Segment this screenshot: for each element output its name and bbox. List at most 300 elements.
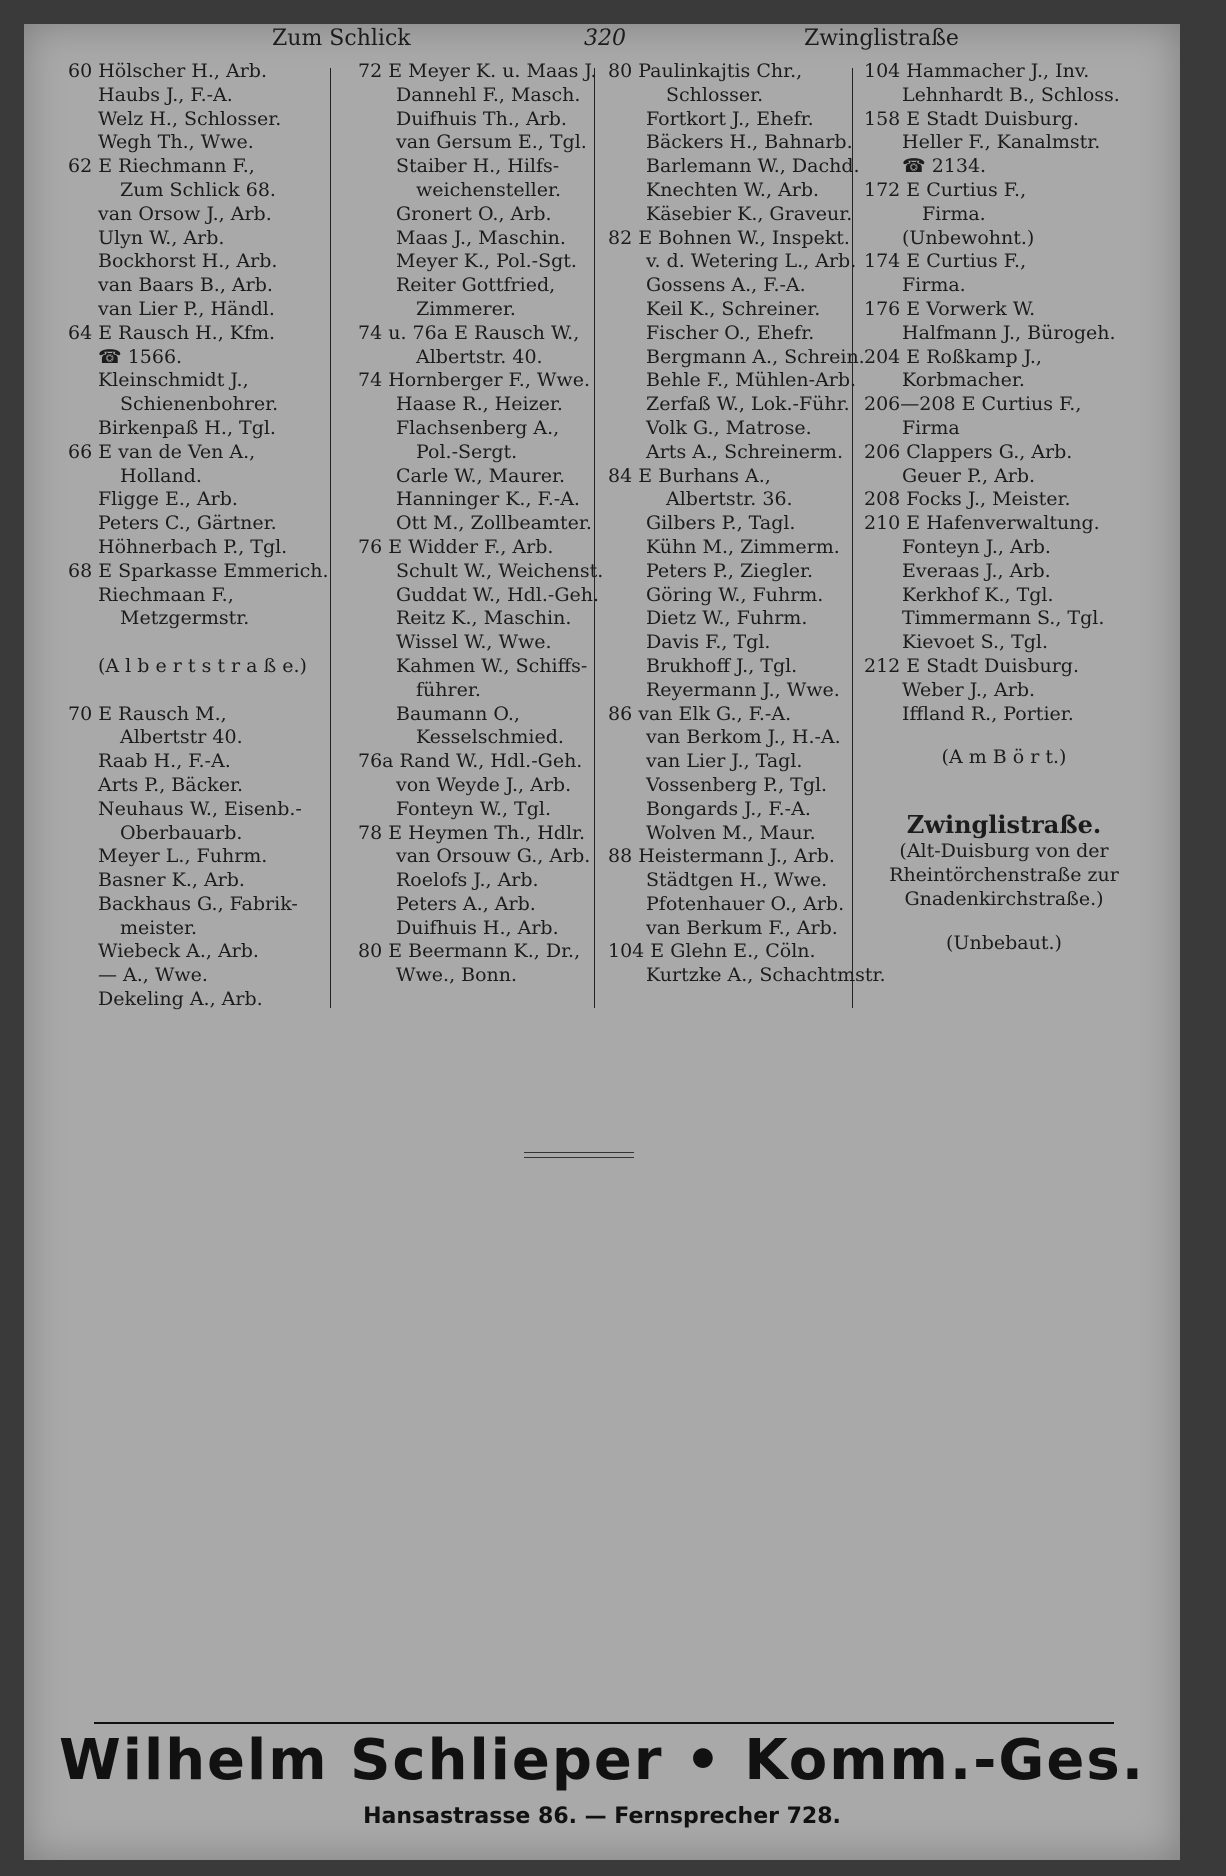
- directory-entry: [68, 988, 352, 1012]
- directory-entry: [68, 84, 352, 108]
- directory-entry: [608, 631, 878, 655]
- directory-entry: [358, 60, 620, 84]
- entry-text: Ulyn W., Arb.: [98, 226, 225, 249]
- entry-text: Carle W., Maurer.: [396, 464, 566, 487]
- entry-text: Reitz K., Maschin.: [396, 607, 572, 630]
- entry-text: Ott M., Zollbeamter.: [396, 512, 592, 535]
- directory-entry: [608, 774, 878, 798]
- directory-entry: [358, 560, 620, 584]
- directory-entry: [608, 393, 878, 417]
- directory-entry: [68, 298, 352, 322]
- directory-entry: [68, 369, 352, 393]
- directory-entry: [864, 131, 1144, 155]
- directory-entry: [358, 750, 620, 774]
- entry-text: 210 E Hafenverwaltung.: [864, 512, 1100, 535]
- entry-text: meister.: [120, 916, 198, 939]
- entry-text: (Unbewohnt.): [902, 226, 1035, 249]
- street-status: (Unbebaut.): [946, 931, 1062, 954]
- entry-text: Davis F., Tgl.: [646, 631, 771, 654]
- directory-entry: [608, 84, 878, 108]
- column-1: [68, 60, 352, 1012]
- directory-entry: [864, 631, 1144, 655]
- entry-text: van Lier P., Händl.: [98, 297, 275, 320]
- entry-text: Kerkhof K., Tgl.: [902, 583, 1054, 606]
- entry-text: Haase R., Heizer.: [396, 393, 563, 416]
- entry-text: Zerfaß W., Lok.-Führ.: [646, 393, 850, 416]
- entry-text: Weber J., Arb.: [902, 678, 1036, 701]
- directory-entry: [608, 584, 878, 608]
- entry-text: Wwe., Bonn.: [396, 964, 518, 987]
- directory-entry: [358, 703, 620, 727]
- entry-text: 82 E Bohnen W., Inspekt.: [608, 226, 850, 249]
- entry-text: Metzgermstr.: [120, 607, 250, 630]
- entry-text: 174 E Curtius F.,: [864, 250, 1027, 273]
- entry-text: Peters A., Arb.: [396, 892, 536, 915]
- entry-text: 84 E Burhans A.,: [608, 464, 771, 487]
- directory-entry: [864, 512, 1144, 536]
- directory-entry: [358, 108, 620, 132]
- house-number: 66: [68, 440, 93, 463]
- directory-entry: [608, 726, 878, 750]
- entry-text: van Orsouw G., Arb.: [396, 845, 591, 868]
- entry-text: 78 E Heymen Th., Hdlr.: [358, 821, 586, 844]
- entry-text: 158 E Stadt Duisburg.: [864, 107, 1080, 130]
- directory-entry: [68, 108, 352, 132]
- directory-entry: [608, 607, 878, 631]
- page-header: [24, 24, 1180, 58]
- footer-rule: [94, 1722, 1114, 1724]
- directory-entry: [68, 798, 352, 822]
- entry-text: 204 E Roßkamp J.,: [864, 345, 1042, 368]
- entry-text: Fligge E., Arb.: [98, 488, 238, 511]
- entry-text: Zimmerer.: [416, 297, 516, 320]
- directory-entry: [68, 346, 352, 370]
- entry-text: 76a Rand W., Hdl.-Geh.: [358, 750, 583, 773]
- directory-entry: [608, 108, 878, 132]
- directory-entry: [68, 893, 352, 917]
- entry-text: Hanninger K., F.-A.: [396, 488, 580, 511]
- directory-entry: [864, 203, 1144, 227]
- entry-text: Wissel W., Wwe.: [396, 631, 552, 654]
- entry-text: E Rausch H., Kfm.: [98, 321, 276, 344]
- entry-text: 172 E Curtius F.,: [864, 178, 1027, 201]
- entry-text: Schult W., Weichenst.: [396, 559, 604, 582]
- entry-text: Kievoet S., Tgl.: [902, 631, 1049, 654]
- directory-entry: [864, 155, 1144, 179]
- entry-text: Roelofs J., Arb.: [396, 869, 539, 892]
- entry-text: Guddat W., Hdl.-Geh.: [396, 583, 600, 606]
- entry-text: von Weyde J., Arb.: [396, 773, 572, 796]
- directory-entry: [608, 655, 878, 679]
- entry-text: van Baars B., Arb.: [98, 274, 273, 297]
- entry-text: van Berkom J., H.-A.: [646, 726, 841, 749]
- directory-entry: [608, 893, 878, 917]
- house-number: 62: [68, 155, 93, 178]
- directory-entry: [608, 679, 878, 703]
- directory-entry: [608, 155, 878, 179]
- entry-text: Pfotenhauer O., Arb.: [646, 892, 845, 915]
- directory-entry: [358, 441, 620, 465]
- directory-entry: [864, 369, 1144, 393]
- directory-entry: [864, 417, 1144, 441]
- directory-entry: [608, 964, 886, 988]
- entry-text: Everaas J., Arb.: [902, 559, 1051, 582]
- directory-entry: [358, 369, 620, 393]
- entry-text: Maas J., Maschin.: [396, 226, 566, 249]
- entry-text: ☎ 1566.: [98, 345, 183, 368]
- footer-address: Hansastrasse 86. — Fernsprecher 728.: [363, 1804, 841, 1829]
- directory-entry: [358, 631, 620, 655]
- directory-entry: [68, 940, 352, 964]
- directory-entry: [608, 322, 878, 346]
- entry-text: Bongards J., F.-A.: [646, 797, 811, 820]
- directory-entry: [358, 917, 620, 941]
- directory-entry: [68, 845, 352, 869]
- directory-entry: [68, 750, 352, 774]
- entry-text: E Sparkasse Emmerich.: [98, 559, 329, 582]
- directory-entry: [358, 869, 620, 893]
- directory-entry: [358, 679, 620, 703]
- directory-entry: [68, 227, 352, 251]
- header-right: Zwinglistraße: [804, 26, 959, 51]
- section-divider: [524, 1152, 634, 1158]
- directory-entry: [608, 298, 878, 322]
- entry-text: Fischer O., Ehefr.: [646, 321, 815, 344]
- directory-entry: [68, 203, 352, 227]
- directory-entry: [358, 179, 620, 203]
- entry-text: Korbmacher.: [902, 369, 1025, 392]
- street-title: Zwinglistraße.: [906, 810, 1102, 840]
- entry-text: Dekeling A., Arb.: [98, 988, 263, 1011]
- entry-text: Bäckers H., Bahnarb.: [646, 131, 853, 154]
- directory-entry: [68, 179, 352, 203]
- directory-entry: [68, 155, 352, 179]
- entry-text: Kleinschmidt J.,: [98, 369, 249, 392]
- directory-entry: [68, 512, 352, 536]
- directory-entry: [358, 488, 620, 512]
- directory-entry: [68, 536, 352, 560]
- directory-entry: [608, 869, 878, 893]
- entry-text: 74 Hornberger F., Wwe.: [358, 369, 590, 392]
- entry-text: 212 E Stadt Duisburg.: [864, 654, 1080, 677]
- entry-text: Firma.: [922, 202, 986, 225]
- directory-entry: [358, 298, 620, 322]
- entry-text: führer.: [416, 678, 481, 701]
- directory-entry: [358, 940, 620, 964]
- directory-entry: [358, 393, 620, 417]
- entry-text: van Gersum E., Tgl.: [396, 131, 587, 154]
- directory-entry: [358, 893, 620, 917]
- entry-text: Barlemann W., Dachd.: [646, 155, 860, 178]
- house-number: 68: [68, 559, 93, 582]
- directory-entry: [608, 845, 878, 869]
- directory-entry: [358, 155, 620, 179]
- directory-entry: [608, 369, 878, 393]
- entry-text: 104 Hammacher J., Inv.: [864, 60, 1090, 82]
- entry-text: Zum Schlick 68.: [120, 178, 276, 201]
- entry-text: (A l b e r t s t r a ß e.): [98, 654, 307, 677]
- directory-entry: [608, 203, 878, 227]
- directory-entry: [358, 845, 620, 869]
- entry-text: 76 E Widder F., Arb.: [358, 535, 554, 558]
- directory-entry: [358, 465, 620, 489]
- directory-entry: [68, 417, 352, 441]
- entry-text: Holland.: [120, 464, 202, 487]
- directory-entry: [608, 441, 878, 465]
- directory-entry: [68, 964, 352, 988]
- directory-entry: [864, 274, 1144, 298]
- entry-text: Wolven M., Maur.: [646, 821, 816, 844]
- house-number: 70: [68, 702, 93, 725]
- entry-text: Städtgen H., Wwe.: [646, 869, 828, 892]
- directory-entry: [864, 250, 1144, 274]
- entry-text: Kurtzke A., Schachtmstr.: [646, 964, 886, 987]
- directory-entry: [68, 322, 352, 346]
- entry-text: Bockhorst H., Arb.: [98, 250, 278, 273]
- entry-text: 86 van Elk G., F.-A.: [608, 702, 792, 725]
- entry-text: Halfmann J., Bürogeh.: [902, 321, 1116, 344]
- entry-text: 104 E Glehn E., Cöln.: [608, 940, 816, 963]
- directory-entry: [68, 584, 352, 608]
- entry-text: Brukhoff J., Tgl.: [646, 654, 798, 677]
- directory-entry: [608, 179, 878, 203]
- entry-text: Fortkort J., Ehefr.: [646, 107, 814, 130]
- directory-entry: [864, 536, 1144, 560]
- entry-text: Raab H., F.-A.: [98, 750, 231, 773]
- directory-entry: [608, 512, 878, 536]
- entry-text: Firma.: [902, 274, 966, 297]
- directory-entry: [68, 774, 352, 798]
- entry-text: E van de Ven A.,: [98, 440, 256, 463]
- entry-text: Arts A., Schreinerm.: [646, 440, 843, 463]
- directory-entry: [864, 679, 1144, 703]
- directory-entry: [864, 393, 1144, 417]
- directory-entry: [864, 60, 1144, 84]
- entry-text: Basner K., Arb.: [98, 869, 245, 892]
- page-number: 320: [584, 26, 626, 51]
- entry-text: ☎ 2134.: [902, 155, 987, 178]
- entry-text: Backhaus G., Fabrik-: [98, 892, 298, 915]
- entry-text: Bergmann A., Schrein.: [646, 345, 865, 368]
- entry-text: Knechten W., Arb.: [646, 178, 820, 201]
- directory-entry: [68, 703, 352, 727]
- directory-entry: [358, 250, 620, 274]
- entry-text: Lehnhardt B., Schloss.: [902, 83, 1120, 106]
- entry-text: Staiber H., Hilfs-: [396, 155, 560, 178]
- entry-text: Meyer K., Pol.-Sgt.: [396, 250, 577, 273]
- entry-text: Reyermann J., Wwe.: [646, 678, 840, 701]
- entry-text: — A., Wwe.: [98, 964, 208, 987]
- directory-entry: [864, 322, 1144, 346]
- directory-entry: [608, 703, 878, 727]
- directory-entry: [864, 703, 1144, 727]
- entry-text: Duifhuis Th., Arb.: [396, 107, 567, 130]
- entry-text: Käsebier K., Graveur.: [646, 202, 853, 225]
- entry-text: v. d. Wetering L., Arb.: [646, 250, 857, 273]
- column-3: [608, 60, 886, 988]
- directory-entry: [68, 869, 352, 893]
- entry-text: Meyer L., Fuhrm.: [98, 845, 268, 868]
- directory-entry: [68, 607, 352, 631]
- entry-text: Schlosser.: [666, 83, 764, 106]
- directory-entry: [68, 679, 352, 703]
- directory-entry: [358, 417, 620, 441]
- entry-text: Albertstr. 40.: [416, 345, 543, 368]
- entry-text: Timmermann S., Tgl.: [902, 607, 1105, 630]
- entry-text: 206—208 E Curtius F.,: [864, 393, 1082, 416]
- directory-entry: [358, 584, 620, 608]
- directory-entry: [68, 631, 352, 655]
- entry-text: Hölscher H., Arb.: [98, 60, 268, 82]
- directory-entry: [358, 322, 620, 346]
- directory-entry: [68, 560, 352, 584]
- house-number: 60: [68, 60, 93, 82]
- directory-entry: [608, 536, 878, 560]
- entry-text: Volk G., Matrose.: [646, 416, 812, 439]
- directory-entry: [68, 917, 352, 941]
- directory-entry: [608, 917, 878, 941]
- directory-entry: [358, 774, 620, 798]
- directory-entry: [68, 250, 352, 274]
- entry-text: 80 E Beermann K., Dr.,: [358, 940, 581, 963]
- directory-entry: [608, 940, 878, 964]
- directory-entry: [358, 227, 620, 251]
- directory-entry: [864, 488, 1144, 512]
- entry-text: Haubs J., F.-A.: [98, 83, 233, 106]
- directory-page: [24, 24, 1180, 1860]
- directory-entry: [68, 655, 352, 679]
- directory-entry: [608, 417, 878, 441]
- entry-text: Dietz W., Fuhrm.: [646, 607, 808, 630]
- directory-entry: [864, 108, 1144, 132]
- directory-entry: [864, 346, 1144, 370]
- directory-entry: [68, 465, 352, 489]
- entry-text: Arts P., Bäcker.: [98, 773, 244, 796]
- directory-entry: [358, 655, 620, 679]
- directory-entry: [68, 441, 352, 465]
- entry-text: Höhnerbach P., Tgl.: [98, 535, 288, 558]
- column-4: [864, 60, 1144, 955]
- entry-text: Gronert O., Arb.: [396, 202, 552, 225]
- directory-entry: [608, 822, 878, 846]
- directory-entry: [68, 822, 352, 846]
- entry-text: Behle F., Mühlen-Arb.: [646, 369, 857, 392]
- entry-text: 206 Clappers G., Arb.: [864, 440, 1073, 463]
- directory-entry: [68, 488, 352, 512]
- directory-entry: [608, 750, 878, 774]
- directory-entry: [358, 131, 620, 155]
- footer-advertisement: Wilhelm Schlieper • Komm.-Ges.: [59, 1728, 1145, 1793]
- street-desc-1: (Alt-Duisburg von der: [899, 840, 1109, 863]
- entry-text: Albertstr 40.: [120, 726, 243, 749]
- column-2: [358, 60, 620, 988]
- entry-text: 208 Focks J., Meister.: [864, 488, 1071, 511]
- directory-entry: [358, 822, 620, 846]
- directory-entry: [68, 60, 352, 84]
- entry-text: Peters C., Gärtner.: [98, 512, 277, 535]
- directory-entry: [608, 465, 878, 489]
- directory-entry: [358, 274, 620, 298]
- directory-entry: [864, 179, 1144, 203]
- entry-text: Albertstr. 36.: [666, 488, 793, 511]
- entry-text: 72 E Meyer K. u. Maas J.: [358, 60, 597, 82]
- entry-text: Kahmen W., Schiffs-: [396, 654, 588, 677]
- entry-text: Wegh Th., Wwe.: [98, 131, 254, 154]
- directory-entry: [68, 726, 352, 750]
- directory-entry: [864, 84, 1144, 108]
- entry-text: Fonteyn W., Tgl.: [396, 797, 551, 820]
- entry-text: Schienenbohrer.: [120, 393, 279, 416]
- entry-text: Gossens A., F.-A.: [646, 274, 806, 297]
- entry-text: Dannehl F., Masch.: [396, 83, 581, 106]
- directory-entry: [864, 465, 1144, 489]
- directory-entry: [864, 607, 1144, 631]
- directory-entry: [358, 607, 620, 631]
- entry-text: Peters P., Ziegler.: [646, 559, 814, 582]
- entry-text: Firma: [902, 416, 960, 439]
- entry-text: 74 u. 76a E Rausch W.,: [358, 321, 580, 344]
- directory-entry: [864, 655, 1144, 679]
- directory-entry: [608, 560, 878, 584]
- directory-entry: [608, 488, 878, 512]
- street-desc-2: Rheintörchenstraße zur: [889, 863, 1119, 886]
- house-number: 64: [68, 321, 93, 344]
- directory-entry: [864, 560, 1144, 584]
- entry-text: 80 Paulinkajtis Chr.,: [608, 60, 803, 82]
- directory-entry: [608, 346, 878, 370]
- entry-text: weichensteller.: [416, 178, 562, 201]
- directory-entry: [608, 227, 878, 251]
- entry-text: Birkenpaß H., Tgl.: [98, 416, 276, 439]
- entry-text: Duifhuis H., Arb.: [396, 916, 559, 939]
- entry-text: Iffland R., Portier.: [902, 702, 1074, 725]
- entry-text: Göring W., Fuhrm.: [646, 583, 824, 606]
- directory-entry: [358, 203, 620, 227]
- entry-text: Vossenberg P., Tgl.: [646, 773, 828, 796]
- entry-text: Riechmaan F.,: [98, 583, 234, 606]
- directory-entry: [68, 131, 352, 155]
- directory-entry: [608, 131, 878, 155]
- entry-text: Geuer P., Arb.: [902, 464, 1036, 487]
- entry-text: E Riechmann F.,: [98, 155, 255, 178]
- directory-entry: [608, 274, 878, 298]
- entry-text: Neuhaus W., Eisenb.-: [98, 797, 302, 820]
- entry-text: Flachsenberg A.,: [396, 416, 560, 439]
- directory-entry: [358, 798, 620, 822]
- entry-text: van Orsow J., Arb.: [98, 202, 272, 225]
- directory-entry: [864, 227, 1144, 251]
- directory-entry: [608, 60, 878, 84]
- directory-entry: [608, 798, 878, 822]
- header-left: Zum Schlick: [272, 26, 411, 51]
- entry-text: Welz H., Schlosser.: [98, 107, 282, 130]
- entry-text: Kesselschmied.: [416, 726, 564, 749]
- entry-text: Reiter Gottfried,: [396, 274, 556, 297]
- entry-text: Wiebeck A., Arb.: [98, 940, 259, 963]
- entry-text: Heller F., Kanalmstr.: [902, 131, 1101, 154]
- directory-entry: [608, 250, 878, 274]
- entry-text: Kühn M., Zimmerm.: [646, 535, 840, 558]
- entry-text: Keil K., Schreiner.: [646, 297, 821, 320]
- directory-entry: [864, 441, 1144, 465]
- entry-text: van Lier J., Tagl.: [646, 750, 803, 773]
- entry-text: Fonteyn J., Arb.: [902, 535, 1051, 558]
- directory-entry: [358, 726, 620, 750]
- entry-text: Gilbers P., Tagl.: [646, 512, 796, 535]
- entry-text: 176 E Vorwerk W.: [864, 297, 1036, 320]
- directory-entry: [358, 512, 620, 536]
- directory-entry: [358, 346, 620, 370]
